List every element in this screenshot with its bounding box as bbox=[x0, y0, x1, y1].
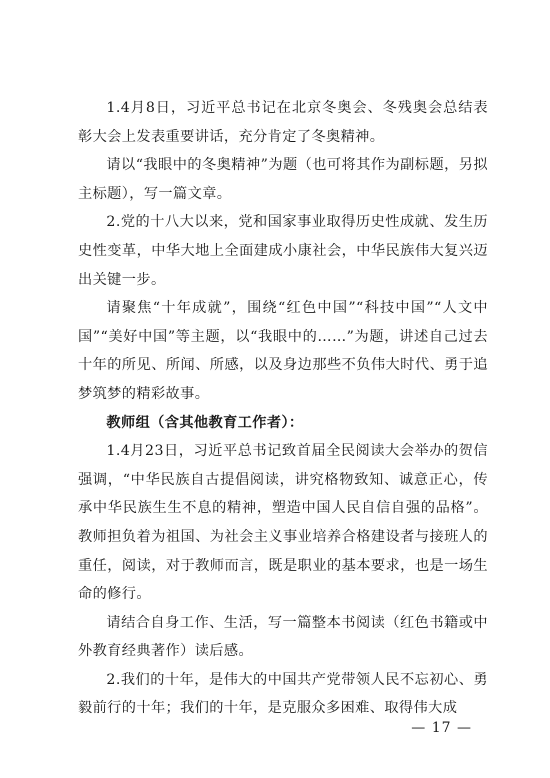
paragraph-teacher-topic-1-instruction: 请结合自身工作、生活，写一篇整本书阅读（红色书籍或中外教育经典著作）读后感。 bbox=[78, 614, 488, 660]
document-body bbox=[78, 94, 488, 723]
paragraph-topic-1-winter-olympics: 1.4月8日，习近平总书记在北京冬奥会、冬残奥会总结表彰大会上发表重要讲话，充分肯定了冬奥精神。 bbox=[78, 100, 488, 145]
paragraph-teacher-topic-2-decade: 2.我们的十年，是伟大的中国共产党带领人民不忘初心、勇毅前行的十年；我们的十年，是克服众多困难、取得伟大成 bbox=[78, 671, 488, 717]
paragraph-topic-2-instruction: 请聚焦“十年成就”，围绕“红色中国”“科技中国”“人文中国”“美好中国”等主题，以“我眼中的……”为题，讲述自己过去十年的所见、所闻、所感，以及身边那些不负伟大时代、勇于追梦筑梦的精彩故事。 bbox=[78, 300, 488, 402]
paragraph-topic-1-instruction: 请以“我眼中的冬奥精神”为题（也可将其作为副标题，另拟主标题），写一篇文章。 bbox=[78, 157, 488, 202]
page-number: — 17 — bbox=[411, 720, 472, 736]
section-heading-teacher-group: 教师组（含其他教育工作者）： bbox=[106, 414, 304, 431]
paragraph-topic-2-decade-achievements: 2.党的十八大以来，党和国家事业取得历史性成就、发生历史性变革，中华大地上全面建成小康社会，中华民族伟大复兴迈出关键一步。 bbox=[78, 214, 488, 288]
paragraph-teacher-topic-1-reading: 1.4月23日，习近平总书记致首届全民阅读大会举办的贺信强调，“中华民族自古提倡阅读，讲究格物致知、诚意正心，传承中华民族生生不息的精神，塑造中国人民自信自强的品格”。教师担负着为祖国、为社会主义事业培养合格建设者与接班人的重任，阅读，对于教师而言，既是职业的基本要求，也是一场生命的修行。 bbox=[78, 443, 488, 603]
